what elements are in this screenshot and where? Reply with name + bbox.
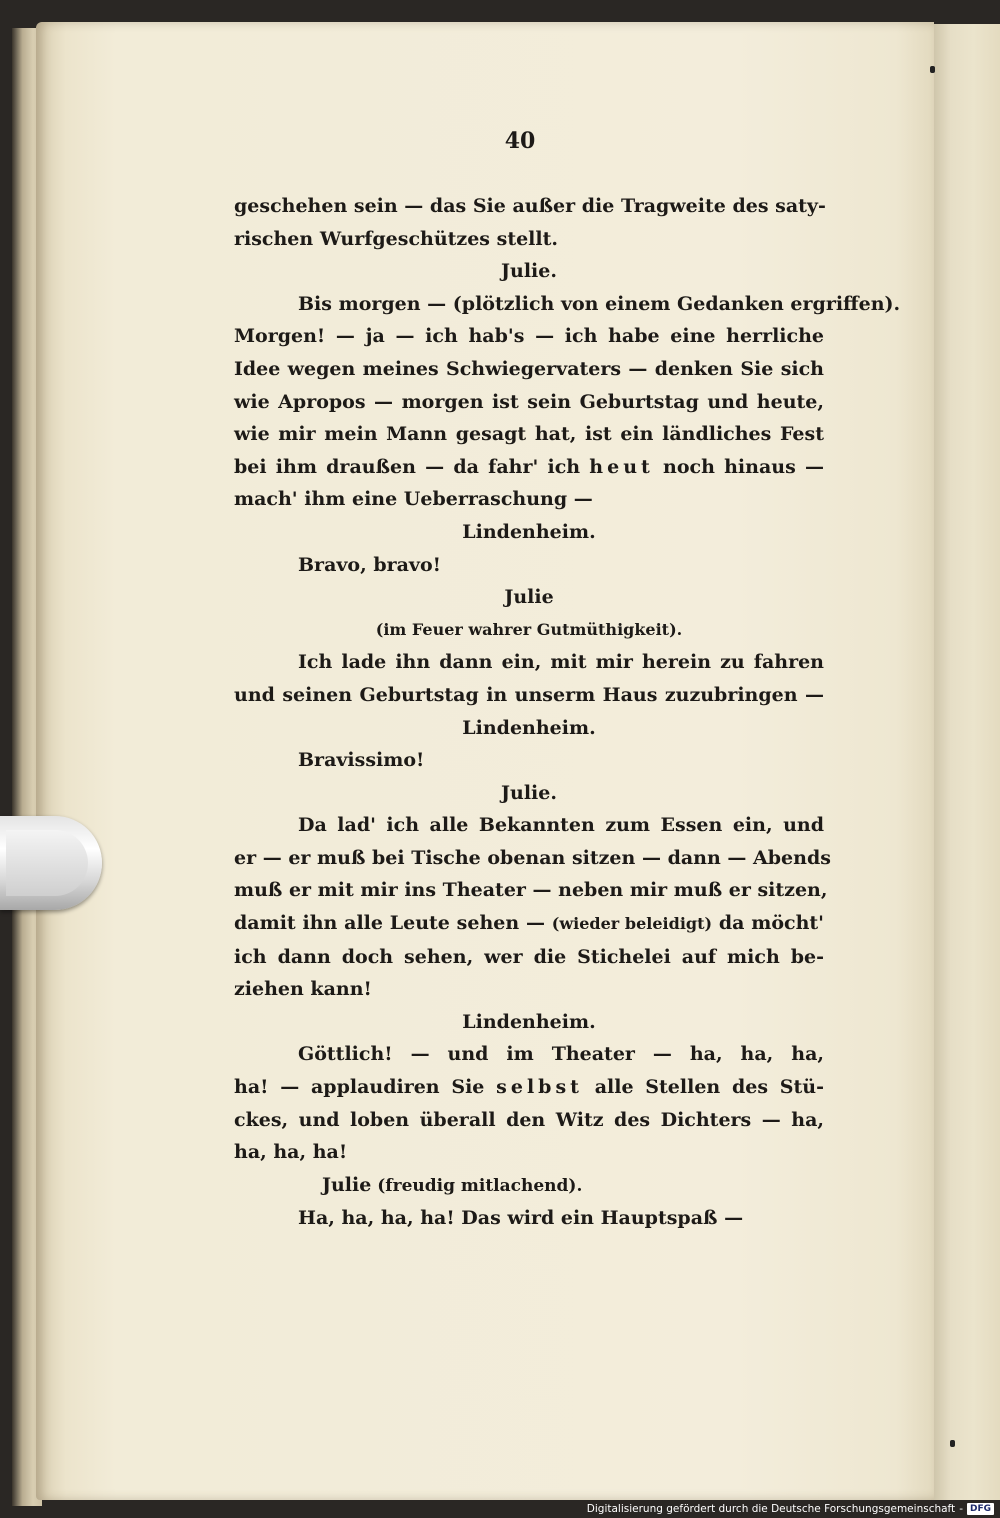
text-line: und seinen Geburtstag in unserm Haus zuzubringen — [234,683,824,706]
speaker-name: Julie [322,1173,372,1196]
text-line: ziehen kann! [234,978,372,1001]
text-line: ha! — applaudiren Sie selbst alle Stellen des Stü- [234,1076,824,1099]
text-line: muß er mit mir ins Theater — neben mir muß er sitzen, [234,879,828,902]
text-line: ha, ha, ha! [234,1141,348,1164]
credit-separator: - [959,1503,963,1515]
speaker-name: Lindenheim. [462,716,596,739]
text-line: bei ihm draußen — da fahr' ich heut noch hinaus — [234,455,824,478]
facing-page-edge [934,24,1000,1500]
text-line: wie mir mein Mann gesagt hat, ist ein ländliches Fest [234,423,824,446]
stage-direction: (wieder beleidigt) [551,914,713,934]
speaker-name: Julie. [501,260,557,283]
ink-mark [930,66,935,73]
stage-direction: (freudig mitlachend). [377,1175,583,1196]
text-line [234,1169,824,1203]
page-number: 40 [504,128,536,154]
text-line: Bravissimo! [298,749,425,772]
emphasis: selbst [496,1076,583,1099]
text-line: rischen Wurfgeschützes stellt. [234,227,559,250]
speaker-name: Julie [504,586,554,609]
text-line: Ich lade ihn dann ein, mit mir herein zu fahren [298,651,824,674]
stage-direction: (im Feuer wahrer Gutmüthigkeit). [375,619,683,639]
ink-mark [950,1440,955,1447]
text-line: damit ihn alle Leute sehen — (wieder beleidigt) da möcht' [234,912,824,935]
text-line: Bis morgen — (plötzlich von einem Gedanken ergriffen). [298,292,901,315]
text-line: Ha, ha, ha, ha! Das wird ein Hauptspaß — [298,1207,744,1230]
text-line: Da lad' ich alle Bekannten zum Essen ein, und [298,814,824,837]
dfg-logo-icon[interactable]: DFG [967,1503,994,1515]
speaker-name: Julie. [501,781,557,804]
text-line: Göttlich! — und im Theater — ha, ha, ha, [298,1043,824,1066]
emphasis: heut [589,455,654,478]
text-line: Idee wegen meines Schwiegervaters — denken Sie sich [234,357,824,380]
text-line: ich dann doch sehen, wer die Stichelei auf mich be- [234,945,824,968]
text-line: wie Apropos — morgen ist sein Geburtstag und heute, [234,390,824,413]
speaker-name: Lindenheim. [462,520,596,543]
text-line: er — er muß bei Tische obenan sitzen — dann — Abends [234,846,831,869]
digitization-credit [587,1503,994,1515]
text-line: Bravo, bravo! [298,553,441,576]
page-clip [0,816,102,910]
text-line: ckes, und loben überall den Witz des Dichters — ha, [234,1108,824,1131]
text-line: Morgen! — ja — ich hab's — ich habe eine herrliche [234,325,824,348]
speaker-name: Lindenheim. [462,1010,596,1033]
page-text [234,190,901,1235]
credit-text: Digitalisierung gefördert durch die Deutsche Forschungsgemeinschaft [586,1503,956,1515]
text-line: geschehen sein — das Sie außer die Tragweite des saty- [234,195,826,217]
text-line: mach' ihm eine Ueberraschung — [234,488,593,511]
